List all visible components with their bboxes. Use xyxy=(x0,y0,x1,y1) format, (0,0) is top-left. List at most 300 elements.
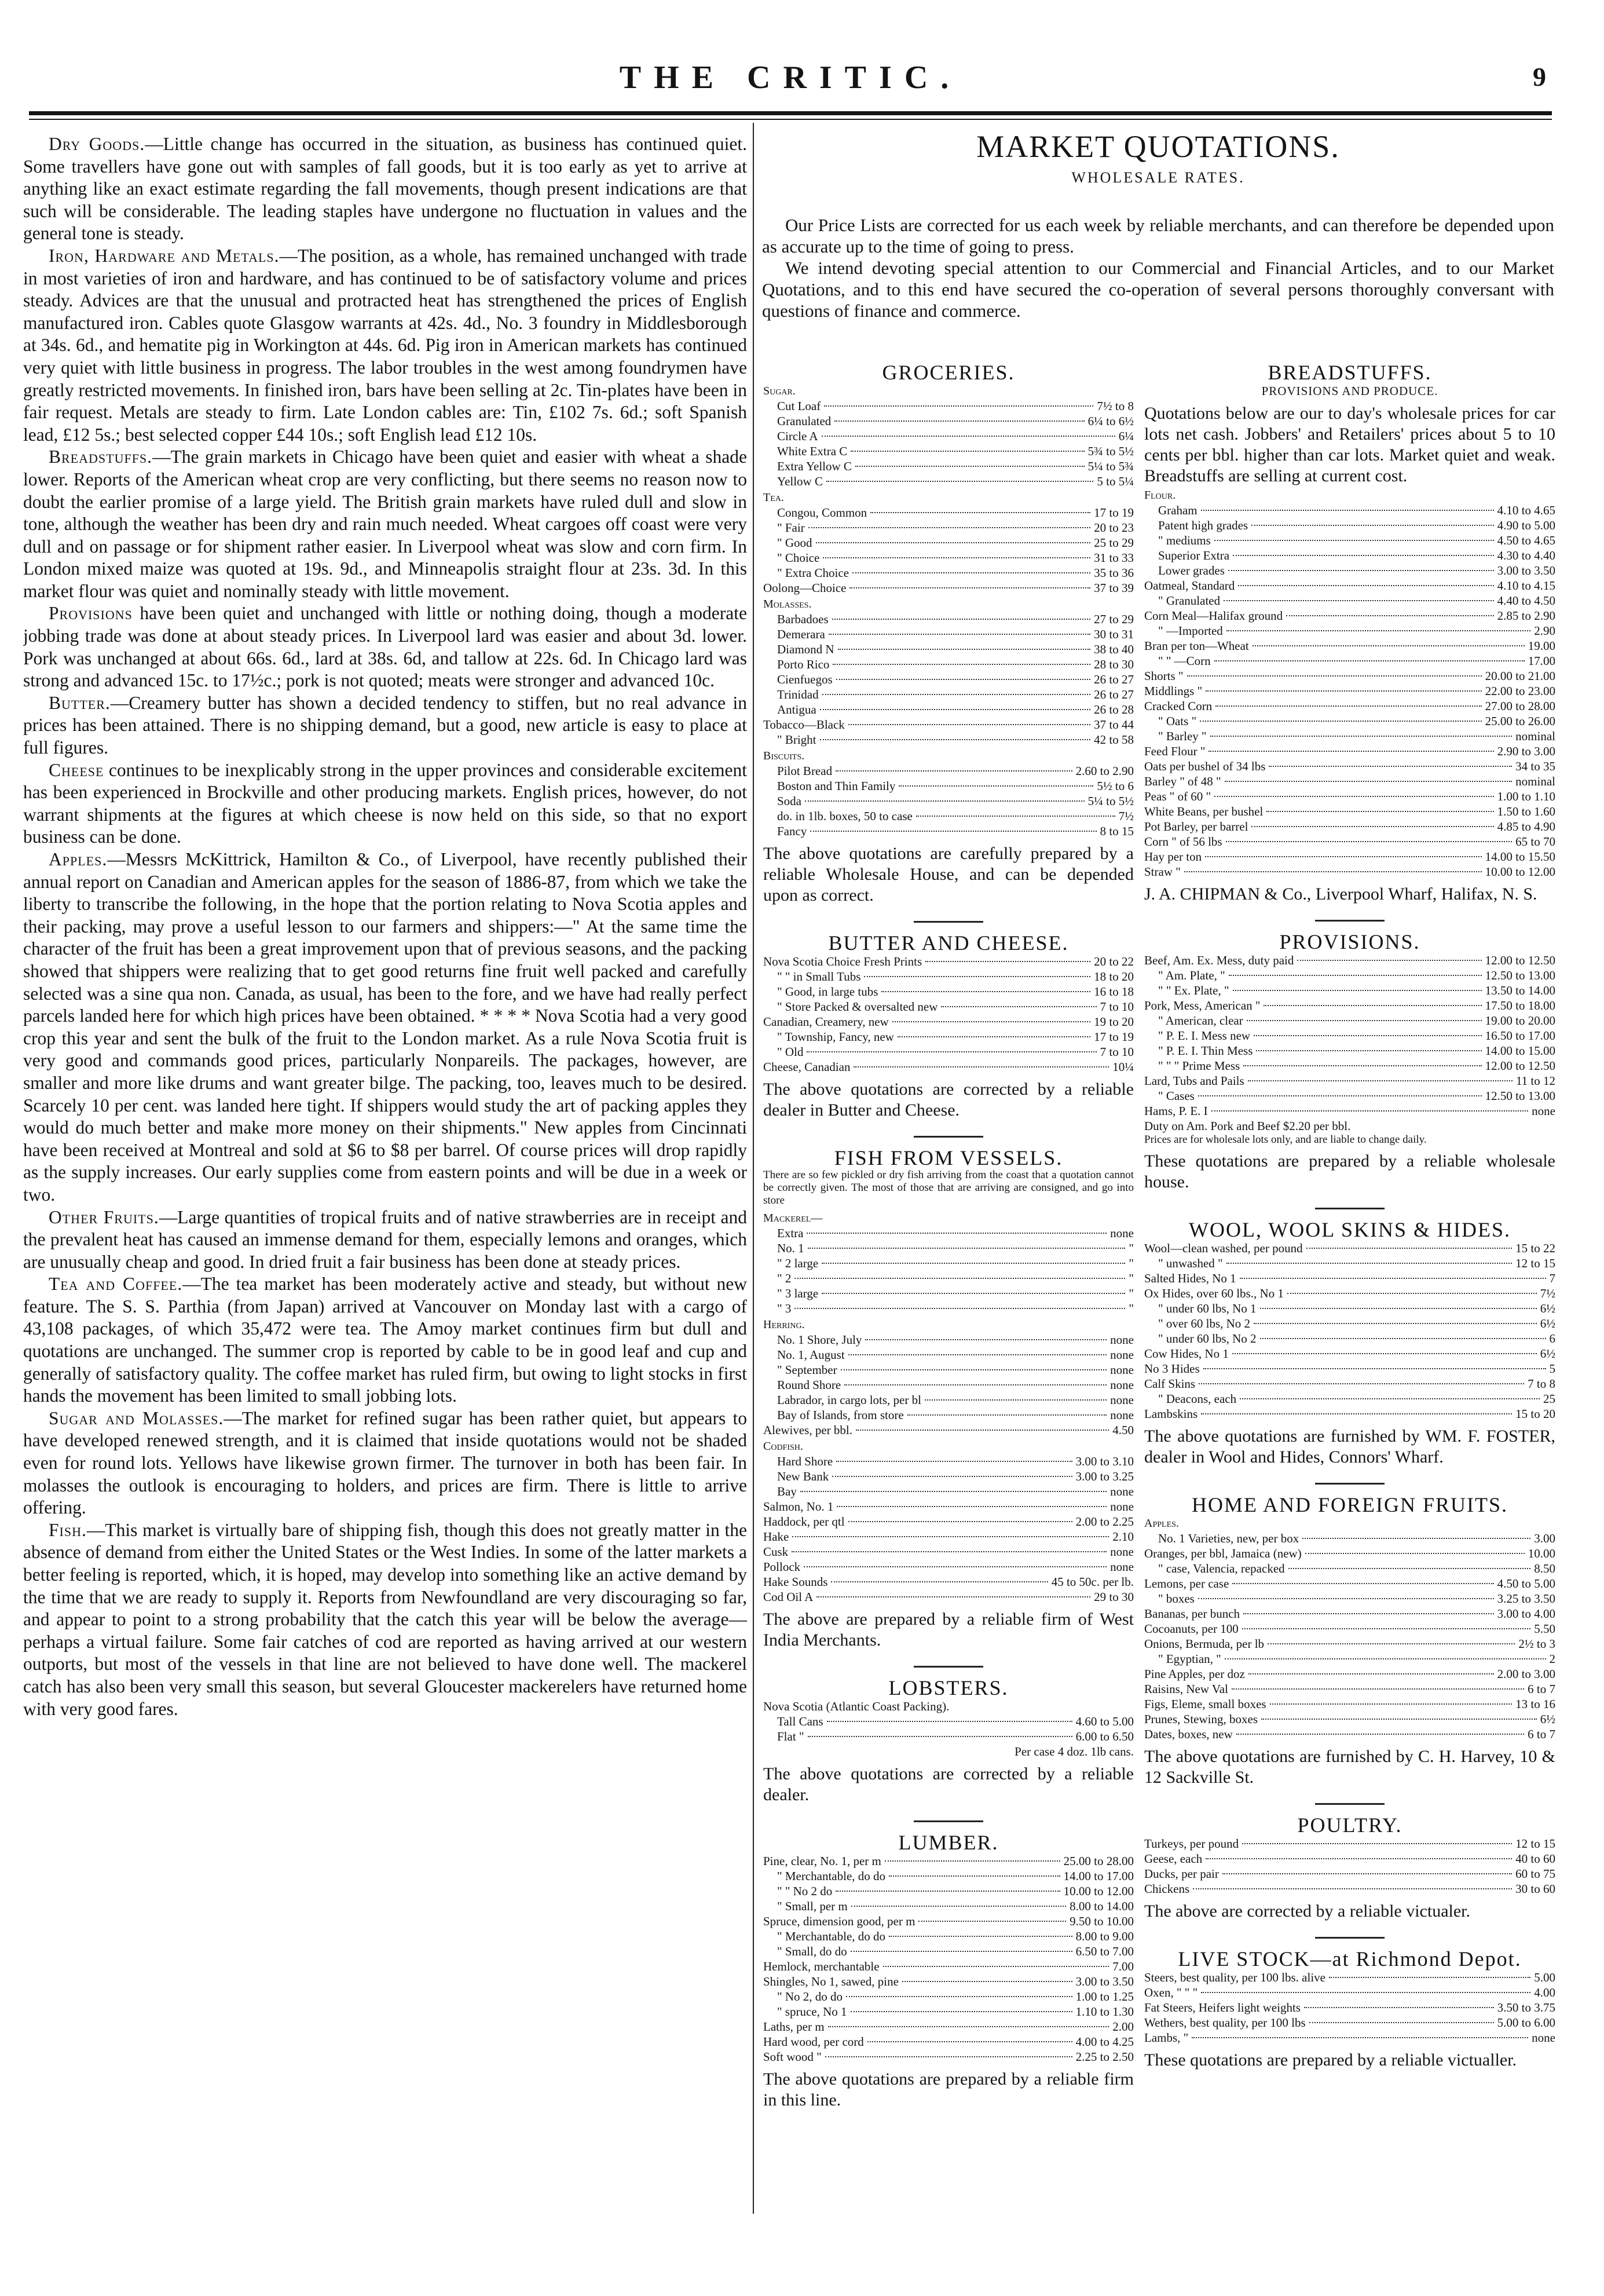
dot-leader xyxy=(837,1505,1107,1507)
paragraph-text: —The market for refined sugar has been rather quiet, but appears to have developed renewed strength, and it is claimed that inside quotations would not be shaded even for round lots. Yellows have likewise grown firmer. The turnover in both has been fair. In molasses the outlook is encouraging to holders, and prices are firm. There is little to arrive offering. xyxy=(23,1407,747,1518)
article-paragraph xyxy=(23,133,747,245)
item-price: nominal xyxy=(1515,729,1555,743)
dot-leader xyxy=(1254,1322,1537,1324)
price-row xyxy=(763,763,1134,778)
item-label: Haddock, per qtl xyxy=(763,1515,845,1529)
paragraph-heading: Other Fruits. xyxy=(49,1207,159,1227)
item-label: Bran per ton—Wheat xyxy=(1144,639,1249,653)
item-label: Dates, boxes, new xyxy=(1144,1727,1233,1741)
paragraph-text: —The grain markets in Chicago have been quiet and easier with wheat a shade lower. Reports of the American wheat crop are very conflicting, but there seems no reason now to doubt the earlier promise of a large yield. The British grain markets have ruled dull and slow in tone, although the weather has been dry and rain much needed. Wheat cargoes off coast were very dull and on passage or for shipment rather easier. In Liverpool wheat was slow and corn firm. In London mixed maize was quoted at 19s. 9d., and Minneapolis straight flour at 23s. 3d. In this market flour was quiet and nominally steady with little movement. xyxy=(23,447,747,601)
item-price: 6¼ xyxy=(1118,429,1134,443)
section-note: The above quotations are corrected by a reliable dealer. xyxy=(763,1764,1134,1804)
price-row xyxy=(1144,1118,1555,1134)
item-price: 8.50 xyxy=(1534,1562,1555,1575)
price-row xyxy=(1144,804,1555,819)
item-price: 13 to 16 xyxy=(1515,1697,1555,1711)
price-row xyxy=(1144,1406,1555,1421)
dot-leader xyxy=(836,1460,1072,1462)
item-label: Turkeys, per pound xyxy=(1144,1837,1239,1851)
price-row xyxy=(1144,1621,1555,1636)
item-price: 28 to 30 xyxy=(1094,657,1134,671)
item-label: Demerara xyxy=(777,627,825,641)
item-price: 6.00 to 6.50 xyxy=(1075,1730,1134,1743)
price-row xyxy=(763,1226,1134,1241)
dot-leader xyxy=(1203,1368,1546,1369)
dot-leader xyxy=(1222,1873,1512,1874)
price-row xyxy=(1144,1851,1555,1866)
item-label: Tall Cans xyxy=(777,1714,823,1728)
item-price: 12.50 to 13.00 xyxy=(1485,1089,1555,1103)
paragraph-text: —Large quantities of tropical fruits and of native strawberries are in receipt and the prevalent heat has caused an immense demand for them, especially lemons and oranges, which are unusually cheap and good. In dried fruit a fair business has been done at steady prices. xyxy=(23,1207,747,1272)
dot-leader xyxy=(1198,1095,1482,1096)
masthead: THE CRITIC. xyxy=(619,60,962,96)
item-label: " Township, Fancy, new xyxy=(777,1030,894,1044)
price-row xyxy=(763,824,1134,839)
item-price: none xyxy=(1110,1485,1134,1498)
price-row xyxy=(1144,1970,1555,1985)
dot-leader xyxy=(822,1262,1125,1264)
paragraph-text: —Messrs McKittrick, Hamilton & Co., of Liverpool, have recently published their annual report on Canadian and American apples for the season of 1886-87, from which we take the liberty to transcribe the following, in the hope that the portion relating to Nova Scotia apples and their packing, may prove a useful lesson to our farmers and shippers:—" At the same time the character of the fruit has been a great improvement upon that of previous seasons, and the packing showed that shippers were realizing that to get good returns fine fruit well packed and carefully selected was a sine qua non. Canada, as usual, has been to the fore, and we have had really perfect parcels landed here for which high prices have been obtained. * * * * Nova Scotia had a very good crop this year and sent the bulk of the fruit to the London market. As a rule Nova Scotia fruit is very good and commands good prices, particularly Nonpareils. The packages, however, are smaller and more like drums and want greater bilge. The packing, too, leaves much to be desired. Scarcely 10 per cent. was landed here tight. If shippers would study the art of packing apples they would do much better and make more money on their shipments." New apples from Cincinnati have been received at Montreal and sold at $6 to $8 per barrel. Of course prices will drop rapidly as the supply increases. Our early supplies come from eastern points and will be due in a week or two. xyxy=(23,849,747,1205)
item-price: 3.00 to 3.50 xyxy=(1497,564,1555,577)
item-price: 35 to 36 xyxy=(1094,566,1134,580)
price-row xyxy=(1144,1043,1555,1058)
section-divider xyxy=(914,921,983,923)
item-price: 6½ xyxy=(1540,1301,1555,1315)
dot-leader xyxy=(848,1520,1072,1522)
item-label: Cut Loaf xyxy=(777,399,821,413)
item-label: Raisins, New Val xyxy=(1144,1682,1228,1696)
dot-leader xyxy=(1205,855,1482,857)
dot-leader xyxy=(1254,1034,1482,1036)
item-price: 3.00 to 3.50 xyxy=(1075,1975,1134,1988)
price-row xyxy=(763,809,1134,824)
item-price: 4.00 xyxy=(1534,1986,1555,1999)
price-row xyxy=(1144,1376,1555,1391)
dot-leader xyxy=(1238,584,1493,586)
market-quotations-title: MARKET QUOTATIONS. xyxy=(976,129,1340,164)
item-label: Graham xyxy=(1158,503,1197,517)
price-row xyxy=(763,1407,1134,1423)
article-paragraph xyxy=(23,602,747,692)
price-row xyxy=(763,2019,1134,2034)
price-row xyxy=(763,1589,1134,1604)
price-row xyxy=(1144,683,1555,699)
price-row xyxy=(763,1256,1134,1271)
item-price: 29 to 30 xyxy=(1094,1590,1134,1604)
item-label: Wethers, best quality, per 100 lbs xyxy=(1144,2016,1306,2030)
dot-leader xyxy=(1201,1991,1530,1993)
dot-leader xyxy=(1206,690,1481,692)
item-price: 9.50 to 10.00 xyxy=(1070,1914,1134,1928)
price-row xyxy=(1144,1606,1555,1621)
item-price: 20.00 to 21.00 xyxy=(1485,669,1555,683)
dot-leader xyxy=(916,815,1115,817)
item-price: 38 to 40 xyxy=(1094,642,1134,656)
dot-leader xyxy=(941,1006,1096,1007)
price-row xyxy=(1144,653,1555,668)
category-heading: Biscuits. xyxy=(763,750,805,762)
dot-leader xyxy=(1240,1277,1546,1279)
dot-leader xyxy=(1306,1247,1513,1249)
item-price: none xyxy=(1110,1408,1134,1422)
price-note: Prices are for wholesale lots only, and are liable to change daily. xyxy=(1144,1134,1427,1146)
price-row xyxy=(763,474,1134,489)
section-title: WOOL, WOOL SKINS & HIDES. xyxy=(1189,1218,1511,1241)
dot-leader xyxy=(825,2056,1072,2057)
dot-leader xyxy=(1268,1643,1515,1644)
item-label: " boxes xyxy=(1158,1592,1195,1606)
price-row xyxy=(763,1884,1134,1899)
dot-leader xyxy=(864,975,1090,977)
item-price: 4.10 to 4.15 xyxy=(1497,579,1555,593)
dot-leader xyxy=(1253,645,1525,646)
item-label: Fancy xyxy=(777,824,807,838)
page-header xyxy=(29,53,1552,111)
item-price: 19.00 xyxy=(1528,639,1555,653)
price-row xyxy=(1144,1361,1555,1376)
price-row xyxy=(763,1301,1134,1316)
dot-leader xyxy=(907,1414,1107,1416)
dot-leader xyxy=(851,1950,1072,1952)
item-price: none xyxy=(1532,1104,1555,1118)
dot-leader xyxy=(1201,509,1494,511)
dot-leader xyxy=(1224,599,1494,601)
item-price: 2.10 xyxy=(1112,1530,1134,1544)
item-price: 11 to 12 xyxy=(1515,1074,1555,1088)
item-price: 17.00 xyxy=(1528,654,1555,668)
paragraph-text: —The tea market has been moderately active and steady, but without new feature. The S. S. Parthia (from Japan) arrived at Vancouver on Monday last with a cargo of 43,108 packages, of which 35,472 were tea. The Amoy market continues firm but dull and quotations are unchanged. The summer crop is reported by cable to be in good leaf and cup and generally of satisfactory quality. The coffee market has ruled firm, but owing to light stocks in first hands the movement has been limited to small jobbing lots. xyxy=(23,1274,747,1406)
price-row xyxy=(763,1044,1134,1059)
price-row xyxy=(763,429,1134,444)
item-price: 45 to 50c. per lb. xyxy=(1051,1575,1134,1589)
item-price: 25 xyxy=(1543,1392,1555,1406)
item-label: " 2 large xyxy=(777,1256,819,1270)
price-row xyxy=(1144,1316,1555,1331)
item-label: Hake xyxy=(763,1530,789,1544)
price-row xyxy=(1144,2030,1555,2045)
price-row xyxy=(763,1392,1134,1407)
price-row xyxy=(763,1362,1134,1377)
dot-leader xyxy=(1305,1552,1525,1554)
dot-leader xyxy=(823,557,1090,558)
intro-paragraph: We intend devoting special attention to our Commercial and Financial Articles, and to our Market Quotations, and to this end have secured the co-operation of several persons thoroughly conversant with questions of finance and commerce. xyxy=(762,258,1554,321)
price-row xyxy=(763,520,1134,535)
paragraph-heading: Apples. xyxy=(49,849,108,869)
item-label: Bananas, per bunch xyxy=(1144,1607,1240,1621)
section-title: POULTRY. xyxy=(1297,1814,1402,1837)
dot-leader xyxy=(1215,705,1481,707)
item-price: 4.50 to 5.00 xyxy=(1497,1577,1555,1591)
price-row xyxy=(1144,563,1555,578)
section-divider xyxy=(1315,920,1385,922)
item-price: 12.00 to 12.50 xyxy=(1485,1059,1555,1073)
item-label: Porto Rico xyxy=(777,657,830,671)
dot-leader xyxy=(844,1384,1107,1385)
item-price: 10¼ xyxy=(1112,1060,1134,1074)
item-price: none xyxy=(1110,1333,1134,1347)
price-row xyxy=(1144,1651,1555,1666)
price-row xyxy=(1144,699,1555,714)
item-label: Barbadoes xyxy=(777,612,829,626)
item-price: 6½ xyxy=(1540,1317,1555,1330)
price-row xyxy=(763,1559,1134,1574)
page-number: 9 xyxy=(1533,62,1546,92)
item-label: No 3 Hides xyxy=(1144,1362,1200,1376)
item-price: 5¼ to 5¾ xyxy=(1087,459,1134,473)
item-label: Feed Flour " xyxy=(1144,744,1206,758)
article-paragraph xyxy=(23,759,747,849)
dot-leader xyxy=(1232,1352,1537,1354)
item-price: 12.50 to 13.00 xyxy=(1485,968,1555,982)
item-price: 7 to 8 xyxy=(1528,1377,1555,1391)
item-label: " Am. Plate, " xyxy=(1158,968,1225,982)
dot-leader xyxy=(828,2026,1109,2027)
item-label: " Old xyxy=(777,1045,804,1059)
item-price: none xyxy=(1532,2031,1555,2045)
price-row xyxy=(1144,714,1555,729)
item-price: 22.00 to 23.00 xyxy=(1485,684,1555,698)
dot-leader xyxy=(1226,840,1513,842)
dot-leader xyxy=(807,1232,1107,1234)
price-row xyxy=(1144,744,1555,759)
dot-leader xyxy=(1242,1842,1512,1844)
dot-leader xyxy=(902,1980,1072,1982)
item-price: 4.60 to 5.00 xyxy=(1075,1714,1134,1728)
paragraph-heading: Iron, Hardware and Metals. xyxy=(49,245,280,266)
item-label: Canadian, Creamery, new xyxy=(763,1015,889,1029)
item-label: " case, Valencia, repacked xyxy=(1158,1562,1285,1575)
section-note: These quotations are prepared by a reliable wholesale house. xyxy=(1144,1151,1555,1191)
price-row xyxy=(1144,968,1555,983)
paragraph-heading: Sugar and Molasses. xyxy=(49,1407,224,1428)
item-label: Alewives, per bbl. xyxy=(763,1423,852,1437)
dot-leader xyxy=(822,1292,1125,1294)
quotation-section xyxy=(763,1820,1134,2111)
price-row xyxy=(1144,608,1555,623)
item-price: " xyxy=(1129,1256,1134,1270)
dot-leader xyxy=(820,708,1091,710)
item-label: Oats per bushel of 34 lbs xyxy=(1144,759,1266,773)
price-row xyxy=(763,1029,1134,1044)
item-label: White Extra C xyxy=(777,444,848,458)
article-paragraph xyxy=(23,446,747,602)
item-label: Shorts " xyxy=(1144,669,1184,683)
item-label: " Cases xyxy=(1158,1089,1195,1103)
price-row xyxy=(763,1499,1134,1514)
item-label: Congou, Common xyxy=(777,506,867,520)
price-row xyxy=(1144,1561,1555,1576)
dot-leader xyxy=(1201,1413,1512,1414)
price-row xyxy=(1144,1985,1555,2000)
price-row xyxy=(763,999,1134,1014)
quotation-section xyxy=(763,921,1134,1121)
quotation-section xyxy=(1144,1803,1555,1922)
item-price: 7 xyxy=(1549,1271,1555,1285)
price-row xyxy=(763,672,1134,687)
item-price: 14.00 to 15.00 xyxy=(1485,1044,1555,1058)
price-row xyxy=(763,1059,1134,1074)
price-row xyxy=(1144,1591,1555,1606)
item-price: none xyxy=(1110,1560,1134,1574)
dot-leader xyxy=(1187,675,1482,677)
price-row xyxy=(1144,1103,1555,1118)
item-label: Yellow C xyxy=(777,474,823,488)
dot-leader xyxy=(1214,660,1525,661)
quotation-section xyxy=(763,361,1134,906)
item-label: " Store Packed & oversalted new xyxy=(777,1000,938,1014)
dot-leader xyxy=(885,1860,1060,1862)
item-price: 5.00 to 6.00 xyxy=(1497,2016,1555,2030)
article-paragraph xyxy=(23,245,747,446)
dot-leader xyxy=(889,1875,1060,1877)
price-row xyxy=(1144,1391,1555,1406)
item-label: Pilot Bread xyxy=(777,764,833,778)
item-price: 7.00 xyxy=(1112,1959,1134,1973)
price-row xyxy=(1144,759,1555,774)
price-row xyxy=(763,1544,1134,1559)
dot-leader xyxy=(810,830,1096,832)
item-price: 2½ to 3 xyxy=(1518,1637,1555,1651)
price-row xyxy=(1144,503,1555,518)
item-price: 17.50 to 18.00 xyxy=(1485,999,1555,1012)
market-quotations-subtitle: WHOLESALE RATES. xyxy=(1071,169,1245,186)
item-price: 13.50 to 14.00 xyxy=(1485,984,1555,997)
item-label: Cow Hides, No 1 xyxy=(1144,1347,1229,1361)
item-label: " " in Small Tubs xyxy=(777,970,861,984)
item-price: 4.30 to 4.40 xyxy=(1497,549,1555,562)
dot-leader xyxy=(856,1429,1109,1431)
price-row xyxy=(1144,1576,1555,1591)
dot-leader xyxy=(838,648,1091,650)
item-label: New Bank xyxy=(777,1469,829,1483)
item-price: 42 to 58 xyxy=(1094,733,1134,747)
dot-leader xyxy=(822,693,1091,695)
item-label: Pork, Mess, American " xyxy=(1144,999,1261,1012)
item-label: " Oats " xyxy=(1158,714,1197,728)
dot-leader xyxy=(865,1339,1107,1340)
item-label: Lower grades xyxy=(1158,564,1225,577)
item-label: White Beans, per bushel xyxy=(1144,805,1264,818)
header-rule-thick xyxy=(29,111,1552,115)
item-label: Oolong—Choice xyxy=(763,581,847,595)
item-label: Cod Oil A xyxy=(763,1590,814,1604)
item-label: Laths, per m xyxy=(763,2020,825,2034)
price-row xyxy=(763,398,1134,414)
item-price: 1.00 to 1.25 xyxy=(1075,1990,1134,2003)
price-row xyxy=(763,1959,1134,1974)
price-row xyxy=(1144,1836,1555,1851)
item-price: 5.00 xyxy=(1534,1970,1555,1984)
dot-leader xyxy=(1210,735,1513,737)
item-label: Extra xyxy=(777,1226,804,1240)
dot-leader xyxy=(804,1566,1107,1567)
trade-review-column xyxy=(23,133,747,2218)
item-label: " Good xyxy=(777,536,812,550)
price-row xyxy=(763,1744,1134,1759)
item-price: 3.00 to 3.25 xyxy=(1075,1469,1134,1483)
item-label: Hard Shore xyxy=(777,1454,833,1468)
item-price: 26 to 27 xyxy=(1094,688,1134,701)
price-row xyxy=(763,1347,1134,1362)
item-price: 17 to 19 xyxy=(1094,1030,1134,1044)
item-label: Pollock xyxy=(763,1560,801,1574)
dot-leader xyxy=(805,800,1085,802)
category-heading: Mackerel— xyxy=(763,1212,823,1224)
item-label: Wool—clean washed, per pound xyxy=(1144,1241,1303,1255)
item-label: Pine Apples, per doz xyxy=(1144,1667,1245,1681)
price-row xyxy=(763,2049,1134,2064)
price-row xyxy=(1144,1681,1555,1697)
dot-leader xyxy=(870,511,1090,513)
item-price: 3.00 to 3.10 xyxy=(1075,1454,1134,1468)
paragraph-heading: Breadstuffs. xyxy=(49,447,153,467)
section-divider xyxy=(1315,1803,1385,1805)
price-row xyxy=(763,794,1134,809)
dot-leader xyxy=(808,1247,1126,1249)
price-row xyxy=(763,1484,1134,1499)
dot-leader xyxy=(1225,1658,1546,1659)
item-price: 2.90 xyxy=(1534,624,1555,638)
section-note: The above are prepared by a reliable firm of West India Merchants. xyxy=(763,1610,1134,1650)
price-row xyxy=(1144,1301,1555,1316)
item-label: " " Ex. Plate, " xyxy=(1158,984,1229,997)
paragraph-text: —Little change has occurred in the situation, as business has continued quiet. Some travellers have gone out with samples of fall goods, but it is too early as yet to arrive at anything like an exact estimate regarding the fall movements, though present indications are that such will be considerable. The leading staples have undergone no fluctuation in values and the general tone is steady. xyxy=(23,134,747,244)
price-row xyxy=(763,1989,1134,2004)
price-row xyxy=(763,778,1134,794)
item-label: Hay per ton xyxy=(1144,850,1202,864)
price-row xyxy=(763,1869,1134,1884)
item-price: 34 to 35 xyxy=(1515,759,1555,773)
section-title: BUTTER AND CHEESE. xyxy=(828,931,1069,955)
item-label: Ducks, per pair xyxy=(1144,1867,1219,1881)
item-price: 8.00 to 9.00 xyxy=(1075,1929,1134,1943)
dot-leader xyxy=(1199,1383,1524,1384)
section-title: LUMBER. xyxy=(898,1831,999,1854)
item-price: 16 to 18 xyxy=(1094,985,1134,999)
dot-leader xyxy=(1309,2021,1494,2023)
item-label: " P. E. I. Mess new xyxy=(1158,1029,1251,1043)
item-label: Round Shore xyxy=(777,1378,841,1392)
item-price: 27.00 to 28.00 xyxy=(1485,699,1555,713)
price-row xyxy=(1144,849,1555,864)
dot-leader xyxy=(836,770,1072,772)
item-price: 6 to 7 xyxy=(1528,1727,1555,1741)
dot-leader xyxy=(1228,569,1494,571)
item-price: 2.00 to 3.00 xyxy=(1497,1667,1555,1681)
item-price: 37 to 44 xyxy=(1094,718,1134,732)
dot-leader xyxy=(1198,1597,1494,1599)
paragraph-text: have been quiet and unchanged with little or nothing doing, though a moderate jobbing trade was done at about steady prices. In Liverpool lard was easier and about 3d. lower. Pork was unchanged at about 66s. 6d., lard at 38s. 6d, and tallow at 22s. 6d. In Chicago lard was strong and advanced 15c. to 17½c.; pork is not quoted; meats were stronger and advanced 10c. xyxy=(23,603,747,691)
price-row xyxy=(1144,1881,1555,1896)
intro-paragraph: Our Price Lists are corrected for us each week by reliable merchants, and can therefore be depended upon as accurate up to the time of going to press. xyxy=(762,215,1554,257)
item-label: Oranges, per bbl, Jamaica (new) xyxy=(1144,1546,1302,1560)
item-label: " Extra Choice xyxy=(777,566,849,580)
dot-leader xyxy=(852,572,1090,573)
price-row xyxy=(763,1423,1134,1438)
price-row xyxy=(763,580,1134,595)
price-row xyxy=(763,1286,1134,1301)
price-row xyxy=(763,732,1134,747)
item-price: 10.00 to 12.00 xyxy=(1485,865,1555,879)
item-label: Hard wood, per cord xyxy=(763,2035,864,2049)
section-divider xyxy=(914,1136,983,1138)
price-row xyxy=(763,1014,1134,1029)
item-price: 6½ xyxy=(1540,1347,1555,1361)
item-price: 12 to 15 xyxy=(1515,1256,1555,1270)
item-price: 2.00 to 2.25 xyxy=(1075,1515,1134,1529)
dot-leader xyxy=(808,1735,1072,1737)
item-label: No. 1 xyxy=(777,1241,804,1255)
